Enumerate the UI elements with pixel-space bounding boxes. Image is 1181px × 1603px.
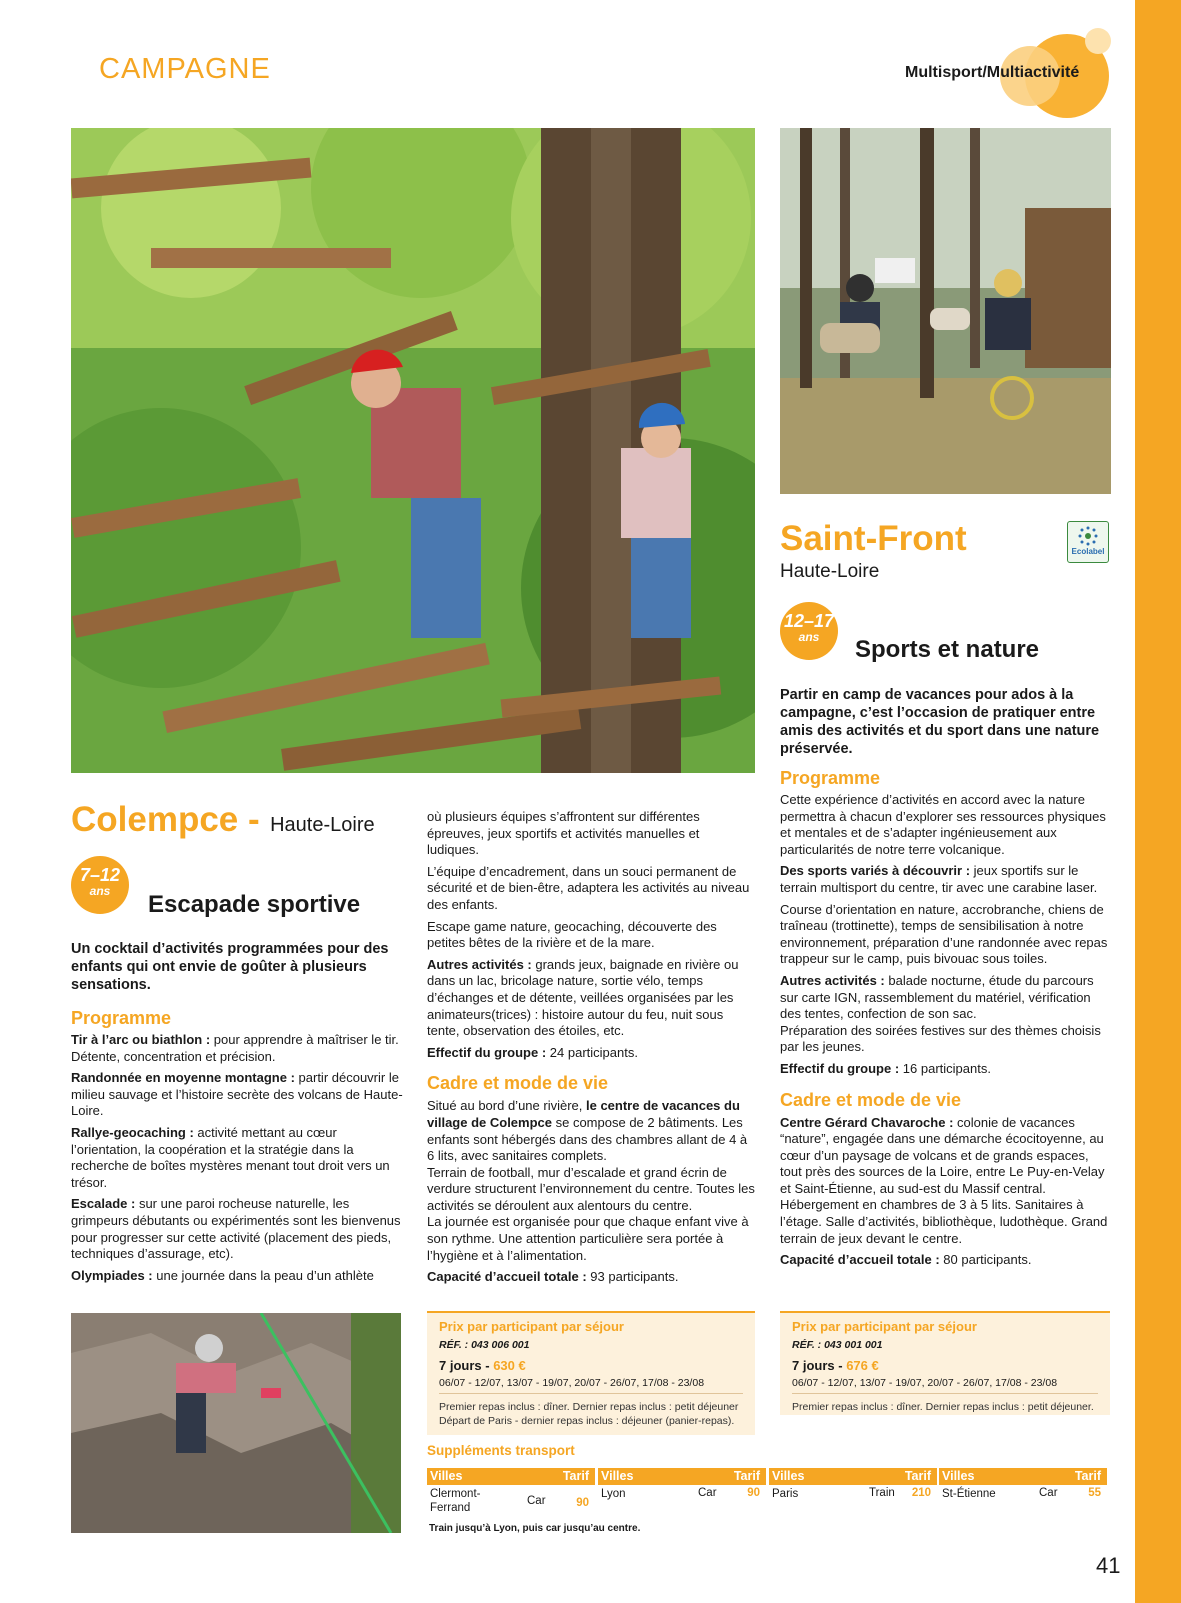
cadre-text-body: colonie de vacances “nature”, engagée dans une démarche écocitoyenne, au cœur d’un paysage de volcans et de grands espaces, tout près des sources de la Loire, entre Le Puy-en-Velay et Saint-Étienne, au sud-est du Massif central. Hébergement en chambres de 3 à 5 lits. Sanitaires à l’étage. Salle d’activités, bibliothèque, ludothèque. Grand terrain de jeux devant le centre. [780,1114,1108,1246]
colempce-title [71,800,375,840]
programme-item [71,1125,406,1191]
treetop-course-photo [71,128,755,773]
saintfront-name: Saint-Front [780,519,967,558]
sports-text: jeux sportifs sur le terrain multisport du centre, tir avec une carabine laser. [780,863,1098,895]
price-amount: 676 € [846,1358,879,1373]
programme-text: pour apprendre à maîtriser le tir. Détente, concentration et précision. [71,1032,399,1064]
transport-title: Suppléments transport [427,1443,575,1458]
programme-label: Olympiades : [71,1267,153,1283]
header-tarif: Tarif [562,1469,589,1483]
colempce-subtitle: Escapade sportive [148,891,361,918]
decor-circle [1085,28,1111,54]
ecolabel-text: Ecolabel [1071,547,1105,556]
transport-row [939,1485,1107,1525]
transport-row [427,1485,595,1525]
capacite [780,1252,1113,1269]
age-unit: ans [89,884,111,898]
price-duration [439,1358,743,1373]
programme-text: une journée dans la peau d’un athlète [152,1267,374,1283]
autres-label: Autres activités : [427,956,532,972]
category-header [905,34,1135,114]
cadre-bold: le centre de vacances du village de Colempce [427,1098,740,1130]
transport-table [427,1468,1107,1526]
row-mode: Car [698,1487,717,1499]
capacite-label: Capacité d’accueil totale : [780,1252,940,1268]
programme-label: Randonnée en moyenne montagne : [71,1070,295,1086]
price-note: Premier repas inclus : dîner. Dernier repas inclus : petit déjeuner. [792,1401,1094,1413]
effectif-text: 24 participants. [546,1044,638,1060]
colempce-intro: Un cocktail d’activités programmées pour des enfants qui ont envie de goûter à plusieurs sensations. [71,941,389,993]
colempce-price-box [427,1311,755,1435]
price-amount: 630 € [493,1358,526,1373]
price-title: Prix par participant par séjour [792,1319,977,1334]
autres-text: balade nocturne, étude du parcours sur carte IGN, rassemblement du matériel, vérification des tentes, confection de son sac. [780,972,1094,1022]
price-note: Départ de Paris - dernier repas inclus : déjeuner (panier-repas). [439,1415,735,1427]
transport-header [939,1468,1107,1485]
orange-side-bar [1135,0,1181,1603]
effectif-text: 16 participants. [899,1060,991,1076]
saintfront-intro: Partir en camp de vacances pour ados à la campagne, c’est l’occasion de pratiquer entre amis des activités et du sport dans une nature préservée. [780,687,1100,757]
effectif [427,1045,755,1062]
colempce-name: Colempce - [71,800,260,839]
price-duration [792,1358,1098,1373]
row-ville: Paris [772,1488,799,1500]
programme-text: sur une paroi rocheuse naturelle, les grimpeurs débutants ou expérimentés sont les bienvenus pour progresser sur cette activité (placement des pieds, techniques d’assurage, etc). [71,1196,401,1262]
activities-text: Escape game nature, geocaching, découverte des petites bêtes de la rivière et de la mare. [427,918,717,951]
colempce-cadre-heading: Cadre et mode de vie [427,1073,609,1094]
saintfront-cadre-heading: Cadre et mode de vie [780,1089,962,1110]
autres-text: grands jeux, baignade en rivière ou dans un lac, bricolage nature, sortie vélo, temps d’échanges et de détente, veillées organisées par les animateurs(trices) : histoire autour du feu, nuit sous tente, observation des étoiles, etc. [427,956,739,1039]
header-ville: Villes [430,1469,463,1483]
price-title: Prix par participant par séjour [439,1319,624,1334]
row-ville: St-Étienne [942,1488,996,1500]
header-ville: Villes [942,1469,975,1483]
duration-text: 7 jours - [439,1358,494,1373]
capacite [427,1269,755,1286]
effectif-label: Effectif du groupe : [427,1044,547,1060]
cadre-pre: Situé au bord d’une rivière, [427,1098,586,1114]
programme-activities: Course d’orientation en nature, accrobranche, chiens de traîneau (trottinette), temps de sensibilisation à notre environnement, préparation d’une randonnée avec repas trappeur sur le camp, puis bivouac sous toiles. [780,901,1108,967]
saintfront-subtitle: Sports et nature [855,636,1040,663]
sports-label: Des sports variés à découvrir : [780,863,971,879]
cadre-bold: Centre Gérard Chavaroche : [780,1114,954,1130]
capacite-text: 80 participants. [939,1252,1032,1268]
colempce-programme-heading: Programme [71,1008,172,1028]
saintfront-column [780,686,1113,1269]
section-label: CAMPAGNE [99,53,271,85]
forest-cycling-photo [780,128,1111,494]
programme-text: Cette expérience d’activités en accord avec la nature permettra à chacun d’explorer ses ressources physiques et mentales et de s’adapter ingénieusement aux particularités de notre terre volcanique. [780,792,1106,857]
programme-item [71,1268,406,1285]
colempce-column-2 [427,809,755,1286]
programme-text: activité mettant au cœur l’orientation, la coopération et la stratégie dans la recherche de boîtes mystères menant tout droit vers un trésor. [71,1124,390,1190]
row-price: 210 [911,1487,931,1499]
transport-row [769,1485,937,1525]
row-mode: Car [1039,1487,1058,1499]
cadre-text-2: Terrain de football, mur d’escalade et grand écrin de verdure structurent l’environnement du centre. Toutes les activités se déroulent aux alentours du centre. [427,1164,755,1213]
row-price: 90 [576,1497,589,1509]
saintfront-age-badge [780,602,838,660]
transport-col [769,1468,937,1526]
header-tarif: Tarif [733,1469,760,1483]
transport-header [427,1468,595,1485]
transport-row [598,1485,766,1525]
price-ref-value: 043 001 001 [821,1339,883,1351]
saintfront-programme-heading: Programme [780,768,881,788]
age-unit: ans [798,630,820,644]
soirees-text: Préparation des soirées festives sur des thèmes choisis par les jeunes. [780,1022,1101,1055]
age-range: 7–12 [79,865,121,885]
colempce-column-1 [71,940,406,1284]
row-price: 55 [1088,1487,1101,1499]
row-mode: Train [869,1487,895,1499]
encadrement-text: L’équipe d’encadrement, dans un souci permanent de sécurité et de bien-être, adaptera les activités au niveau des enfants. [427,863,750,912]
duration-text: 7 jours - [792,1358,847,1373]
price-ref-value: 043 006 001 [468,1339,530,1351]
price-ref-label: RÉF. : [439,1339,469,1351]
header-ville: Villes [601,1469,634,1483]
category-label: Multisport/Multiactivité [905,64,1080,81]
saintfront-price-box [780,1311,1110,1415]
page-number: 41 [1096,1553,1121,1578]
cadre-text [427,1098,755,1164]
transport-col [939,1468,1107,1526]
price-note: Premier repas inclus : dîner. Dernier repas inclus : petit déjeuner [439,1401,739,1413]
saintfront-region: Haute-Loire [780,561,880,582]
price-dates: 06/07 - 12/07, 13/07 - 19/07, 20/07 - 26/07, 17/08 - 23/08 [792,1377,1098,1394]
programme-item [71,1032,406,1065]
climbing-photo [71,1313,401,1533]
capacite-label: Capacité d’accueil totale : [427,1269,587,1285]
programme-item [71,1196,406,1262]
price-ref [439,1339,743,1351]
row-mode: Car [527,1495,546,1507]
transport-header [769,1468,937,1485]
price-ref-label: RÉF. : [792,1339,822,1351]
price-ref [792,1339,1098,1351]
transport-col [427,1468,595,1526]
programme-item [71,1070,406,1120]
row-price: 90 [747,1487,760,1499]
transport-header [598,1468,766,1485]
colempce-age-badge [71,856,129,914]
capacite-text: 93 participants. [586,1269,679,1285]
header-tarif: Tarif [904,1469,931,1483]
age-range: 12–17 [783,611,835,631]
autres-activites [780,973,1113,1023]
ecolabel-flower-icon [1077,525,1099,547]
transport-col [598,1468,766,1526]
colempce-region: Haute-Loire [270,814,375,836]
programme-text: partir découvrir le milieu sauvage et l’histoire secrète des volcans de Haute-Loire. [71,1070,403,1119]
programme-label: Rallye-geocaching : [71,1124,194,1140]
autres-activites [427,957,755,1040]
price-dates: 06/07 - 12/07, 13/07 - 19/07, 20/07 - 26/07, 17/08 - 23/08 [439,1377,743,1394]
row-ville: Lyon [601,1488,626,1500]
cadre-text [780,1115,1113,1248]
sports-varies [780,863,1113,896]
effectif [780,1061,1113,1078]
programme-label: Tir à l’arc ou biathlon : [71,1032,211,1047]
cadre-post: se compose de 2 bâtiments. Les enfants sont hébergés dans des chambres allant de 4 à 6 lits, avec sanitaires complets. [427,1114,748,1164]
header-ville: Villes [772,1469,805,1483]
programme-label: Escalade : [71,1196,136,1212]
cadre-text-3: La journée est organisée pour que chaque enfant vive à son rythme. Une attention particulière sera portée à l’hygiène et à l’alimentation. [427,1214,749,1263]
ecolabel-logo [1067,521,1109,563]
header-tarif: Tarif [1074,1469,1101,1483]
transport-note: Train jusqu’à Lyon, puis car jusqu’au centre. [429,1523,641,1534]
autres-label: Autres activités : [780,972,885,988]
olympiades-continued: où plusieurs équipes s’affrontent sur différentes épreuves, jeux sportifs et activités manuelles et ludiques. [427,809,700,858]
effectif-label: Effectif du groupe : [780,1060,900,1076]
row-ville: Clermont-Ferrand [430,1488,481,1514]
